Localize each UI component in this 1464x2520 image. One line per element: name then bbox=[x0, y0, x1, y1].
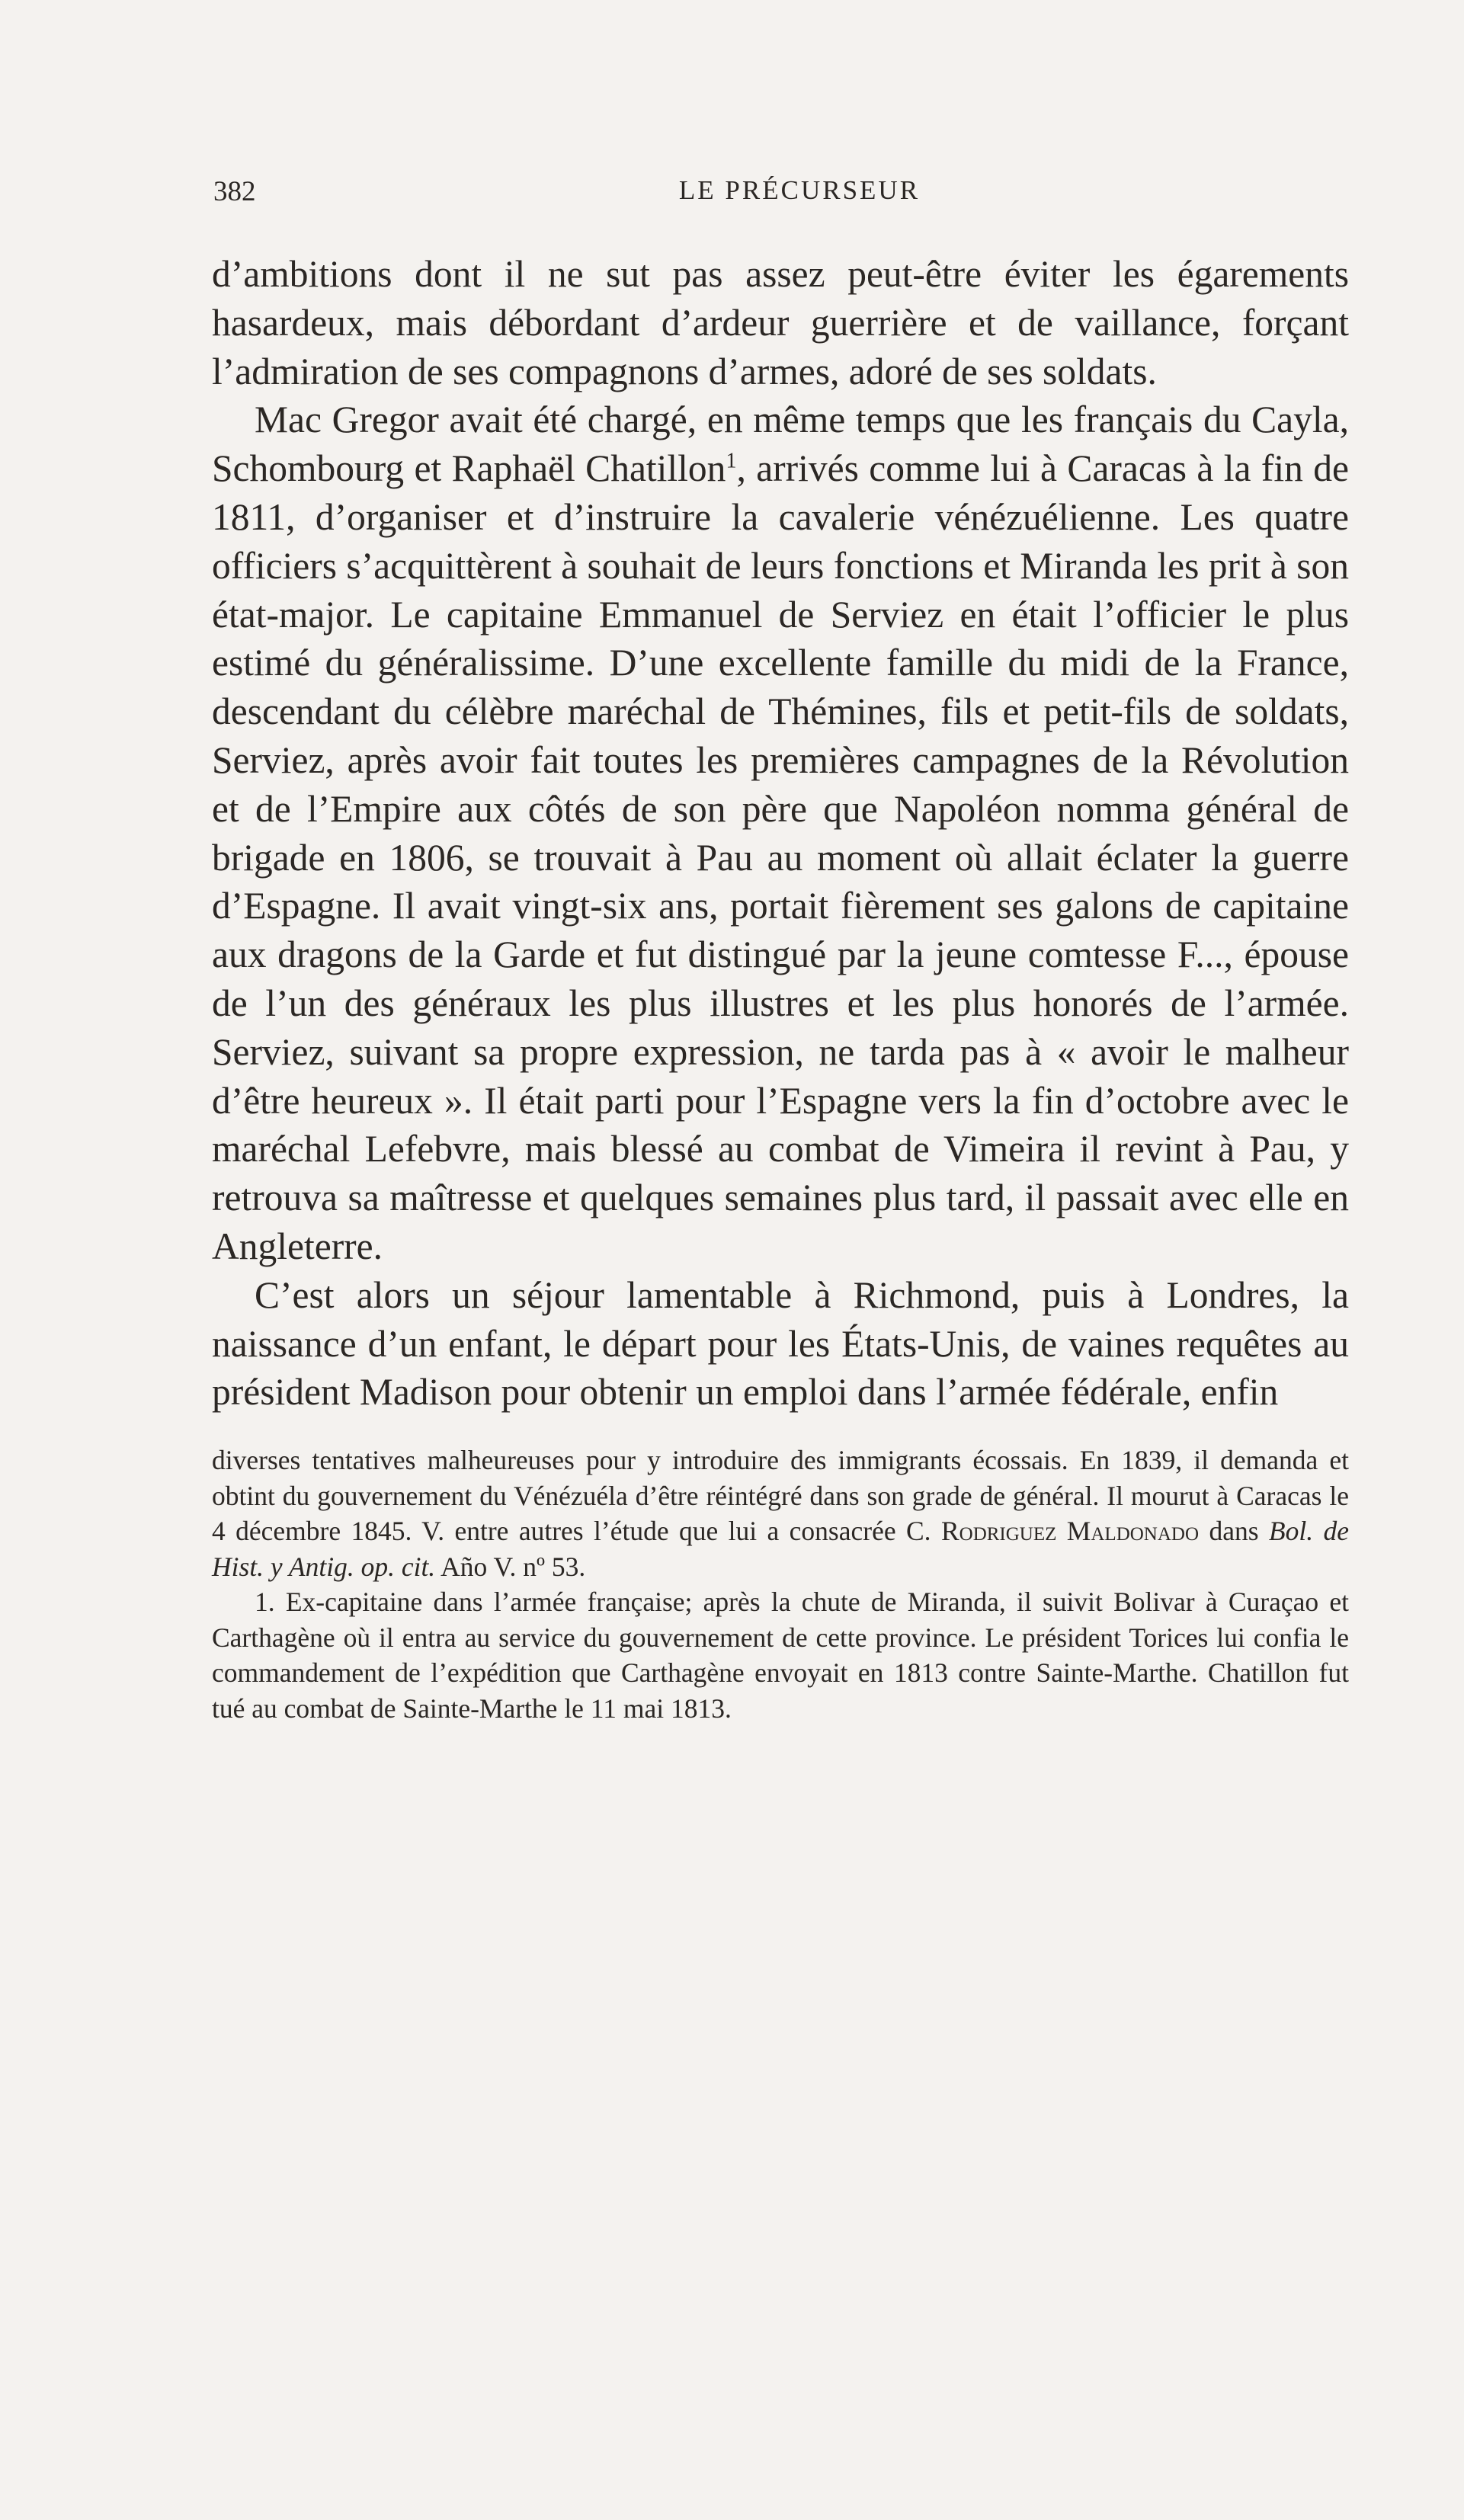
page bbox=[212, 166, 1349, 1726]
paragraph-2 bbox=[212, 395, 1349, 1270]
main-text bbox=[212, 250, 1349, 1417]
footnote-1: 1. Ex-capitaine dans l’armée française; après la chute de Miranda, il suivit Bolivar à Curaçao et Carthagène où il entra au service du gouvernement de cette province. Le président Torices lui confia le commandement de l’expédition que Carthagène envoyait en 1813 contre Sainte-Marthe. Chatillon fut tué au combat de Sainte-Marthe le 11 mai 1813. bbox=[212, 1587, 1349, 1724]
footnote-continuation-text: diverses tentatives malheureuses pour y introduire des immigrants écossais. En 1839, il demanda et obtint du gouvernement du Vénézuéla d’être réintégré dans son grade de général. Il mourut à Caracas le 4 décembre 1845. V. entre autres l’étude que lui a consacrée C. bbox=[212, 1445, 1349, 1547]
footnote-marker: 1 bbox=[726, 449, 737, 473]
page-number: 382 bbox=[213, 176, 256, 207]
footnote-issue: Año V. nº 53. bbox=[440, 1551, 586, 1582]
footnotes bbox=[212, 1443, 1349, 1726]
paragraph-2-rest: , arrivés comme lui à Caracas à la fin de 1811, d’organiser et d’instruire la cavalerie vénézuélienne. Les quatre officiers s’acquittèrent à souhait de leurs fonctions et Miranda les prit à son état-major. Le capitaine Emmanuel de Serviez en était l’officier le plus estimé du généralissime. D’une excellente famille du midi de la France, descendant du célèbre maréchal de Thémines, fils et petit-fils de soldats, Serviez, après avoir fait toutes les premières campagnes de la Révolution et de l’Empire aux côtés de son père que Napoléon nomma général de brigade en 1806, se trouvait à Pau au moment où allait éclater la guerre d’Espagne. Il avait vingt-six ans, portait fièrement ses galons de capitaine aux dragons de la Garde et fut distingué par la jeune comtesse F..., épouse de l’un des généraux les plus illustres et les plus honorés de l’armée. Serviez, suivant sa propre expression, ne tarda pas à « avoir le malheur d’être heureux ». Il était parti pour l’Espagne vers la fin d’octobre avec le maréchal Lefebvre, mais blessé au combat de Vimeira il revint à Pau, y retrouva sa maîtresse et quelques semaines plus tard, il passait avec elle en Angleterre. bbox=[212, 447, 1349, 1267]
running-title: LE PRÉCURSEUR bbox=[678, 175, 921, 205]
footnote-author: Rodriguez Maldonado bbox=[940, 1516, 1200, 1547]
footnote-word-dans: dans bbox=[1209, 1516, 1259, 1547]
running-head bbox=[212, 166, 1349, 207]
paragraph-1: d’ambitions dont il ne sut pas assez peut-être éviter les égarements hasardeux, mais débordant d’ardeur guerrière et de vaillance, forçant l’admiration de ses compagnons d’armes, adoré de ses soldats. bbox=[212, 253, 1349, 392]
paragraph-3: C’est alors un séjour lamentable à Richmond, puis à Londres, la naissance d’un enfant, le départ pour les États-Unis, de vaines requêtes au président Madison pour obtenir un emploi dans l’armée fédérale, enfin bbox=[212, 1273, 1349, 1414]
footnote-continuation bbox=[212, 1443, 1349, 1584]
footnote-journal: Bol. de Hist. y Antig. op. cit. bbox=[212, 1516, 1350, 1582]
paragraph-2-start: Mac Gregor avait été chargé, en même temps que les français du Cayla, Schombourg et Raphaël Chatillon bbox=[212, 399, 1349, 490]
